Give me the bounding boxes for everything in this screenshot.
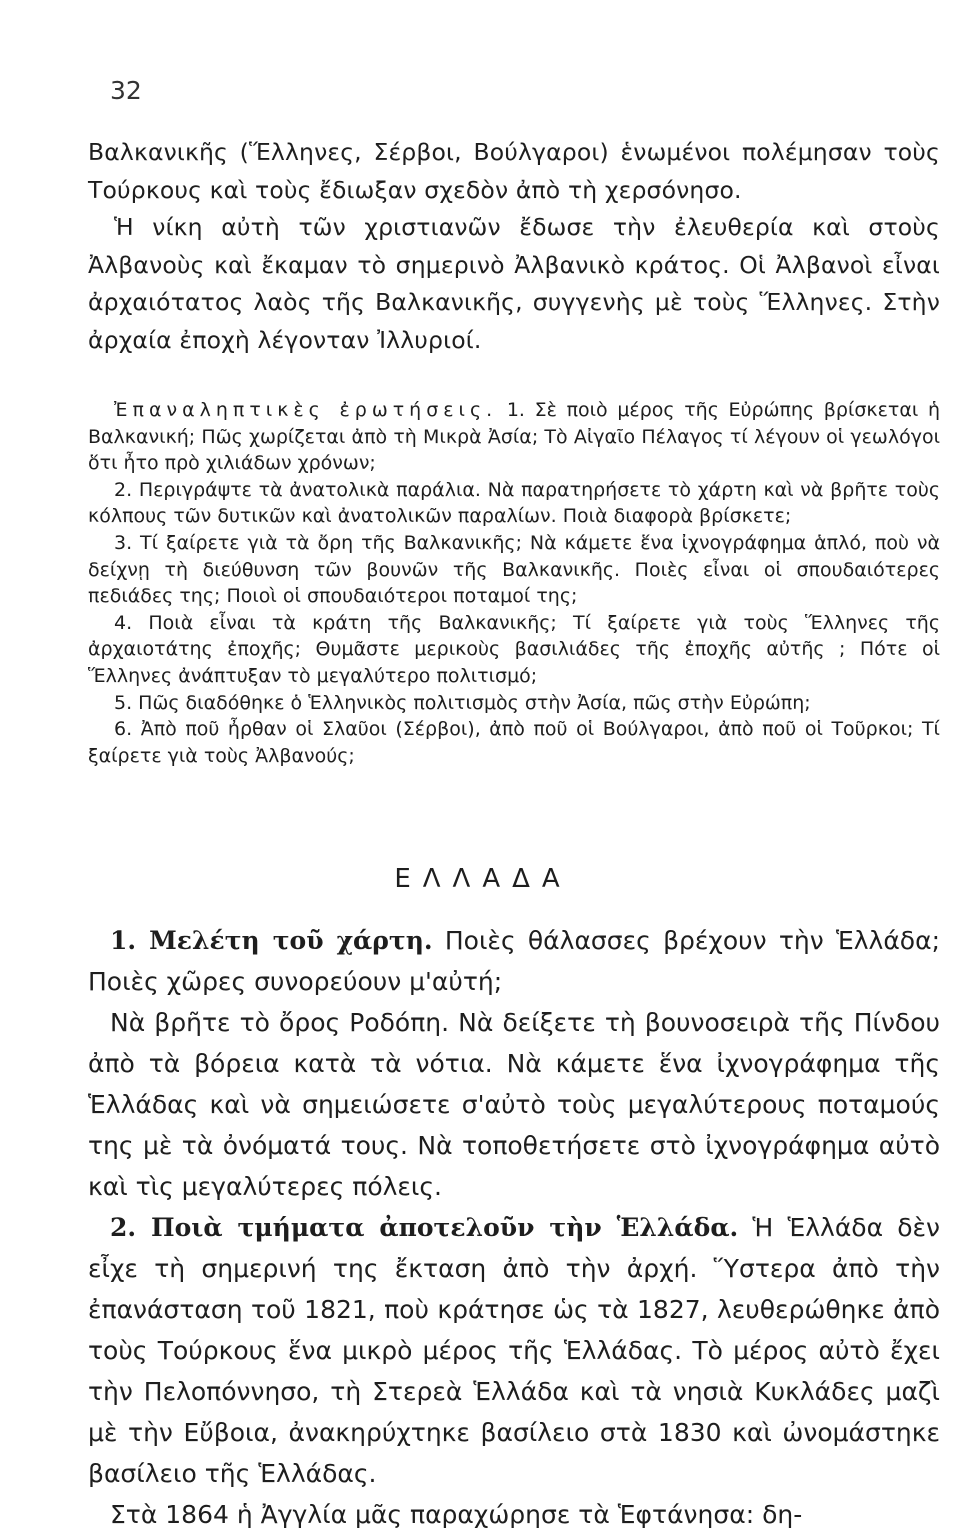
- paragraph-continued: Βαλκανικῆς (Ἕλληνες, Σέρβοι, Βούλγαροι) ἑνωμένοι πολέμησαν τοὺς Τούρκους καὶ τοὺς ἔδιωξαν σχεδὸν ἀπὸ τὴ χερσόνησο.: [88, 138, 940, 204]
- regions-text: Ἡ Ἑλλάδα δὲν εἶχε τὴ σημερινή της ἔκταση ἀπὸ τὴν ἀρχή. Ὕστερα ἀπὸ τὴν ἐπανάσταση τοῦ 1821, ποὺ κράτησε ὡς τὰ 1827, λευθερώθηκε ἀπὸ τοὺς Τούρκους ἕνα μικρὸ μέρος τῆς Ἑλλάδας. Τὸ μέρος αὐτὸ ἔχει τὴν Πελοπόννησο, τὴ Στερεὰ Ἑλλάδα καὶ τὰ νησιὰ Κυκλάδες μαζὶ μὲ τὴν Εὔβοια, ἀνακηρύχτηκε βασίλειο στὰ 1830 καὶ ὠνομάστηκε βασίλειο τῆς Ἑλλάδας.: [88, 1213, 940, 1488]
- paragraph-map-tasks: Νὰ βρῆτε τὸ ὄρος Ροδόπη. Νὰ δείξετε τὴ βουνοσειρὰ τῆς Πίνδου ἀπὸ τὰ βόρεια κατὰ τὰ νότια. Νὰ κάμετε ἕνα ἰχνογράφημα τῆς Ἑλλάδας καὶ νὰ σημειώσετε σ'αὐτὸ τοὺς μεγαλύτερους ποταμούς της μὲ τὰ ὀνόματά τους. Νὰ τοποθετήσετε στὸ ἰχνογράφημα αὐτὸ καὶ τὶς μεγαλύτερες πόλεις.: [88, 1008, 940, 1201]
- page-number: 32: [110, 76, 142, 105]
- subheading-map-study: 1. Μελέτη τοῦ χάρτη.: [110, 926, 433, 955]
- intro-section: [88, 134, 940, 359]
- paragraph-1864: Στὰ 1864 ἡ Ἀγγλία μᾶς παραχώρησε τὰ Ἑφτάνησα: δη-: [110, 1500, 803, 1529]
- review-question-5: 5. Πῶς διαδόθηκε ὁ Ἑλληνικὸς πολιτισμὸς στὴν Ἀσία, πῶς στὴν Εὐρώπη;: [114, 691, 811, 714]
- review-questions: [88, 397, 940, 769]
- paragraph-map-study: [88, 920, 940, 1002]
- review-question-4: 4. Ποιὰ εἶναι τὰ κράτη τῆς Βαλκανικῆς; Τί ξαίρετε γιὰ τοὺς Ἕλληνες τῆς ἀρχαιοτάτης ἐποχῆς; Θυμᾶστε μερικοὺς βασιλιάδες τῆς ἐποχῆς αὐτῆς ; Πότε οἱ Ἕλληνες ἀνάπτυξαν τὸ μεγαλύτερο πολιτισμό;: [88, 611, 940, 687]
- paragraph-albania: Ἡ νίκη αὐτὴ τῶν χριστιανῶν ἔδωσε τὴν ἐλευθερία καὶ στοὺς Ἀλβανοὺς καὶ ἔκαμαν τὸ σημερινὸ Ἀλβανικὸ κράτος. Οἱ Ἀλβανοὶ εἶναι ἀρχαιότατος λαὸς τῆς Βαλκανικῆς, συγγενὴς μὲ τοὺς Ἕλληνες. Στὴν ἀρχαία ἐποχὴ λέγονταν Ἰλλυριοί.: [88, 213, 940, 354]
- subheading-regions: 2. Ποιὰ τμήματα ἀποτελοῦν τὴν Ἑλλάδα.: [110, 1213, 739, 1242]
- review-question-1-text: 1. Σὲ ποιὸ μέρος τῆς Εὐρώπης βρίσκεται ἡ Βαλκανική; Πῶς χωρίζεται ἀπὸ τὴ Μικρὰ Ἀσία; Τὸ Αἰγαῖο Πέλαγος τί λέγουν οἱ γεωλόγοι ὅτι ἦτο πρὸ χιλιάδων χρόνων;: [88, 399, 941, 475]
- map-study-text: Ποιὲς θάλασσες βρέχουν τὴν Ἑλλάδα; Ποιὲς χῶρες συνορεύουν μ'αὐτή;: [88, 926, 940, 996]
- review-question-6: 6. Ἀπὸ ποῦ ἦρθαν οἱ Σλαῦοι (Σέρβοι), ἀπὸ ποῦ οἱ Βούλγαροι, ἀπὸ ποῦ οἱ Τοῦρκοι; Τί ξαίρετε γιὰ τοὺς Ἀλβανούς;: [88, 718, 940, 767]
- section-title: ΕΛΛΑΔΑ: [394, 864, 572, 894]
- review-question-3: 3. Τί ξαίρετε γιὰ τὰ ὄρη τῆς Βαλκανικῆς; Νὰ κάμετε ἕνα ἰχνογράφημα ἁπλό, ποὺ νὰ δείχνῃ τὴ διεύθυνση τῶν βουνῶν τῆς Βαλκανικῆς. Ποιὲς εἶναι οἱ σπουδαιότερες πεδιάδες της; Ποιοὶ οἱ σπουδαιότεροι ποταμοί της;: [88, 531, 940, 608]
- review-question-2: 2. Περιγράψτε τὰ ἀνατολικὰ παράλια. Νὰ παρατηρήσετε τὸ χάρτη καὶ νὰ βρῆτε τοὺς κόλπους τῶν δυτικῶν καὶ ἀνατολικῶν παραλίων. Ποιὰ διαφορὰ βρίσκετε;: [88, 478, 940, 528]
- review-question-1: [88, 397, 940, 477]
- review-label: Ἐπαναληπτικὲς ἐρωτήσεις.: [114, 399, 498, 421]
- greece-section: [88, 920, 940, 1535]
- paragraph-regions: [88, 1207, 940, 1494]
